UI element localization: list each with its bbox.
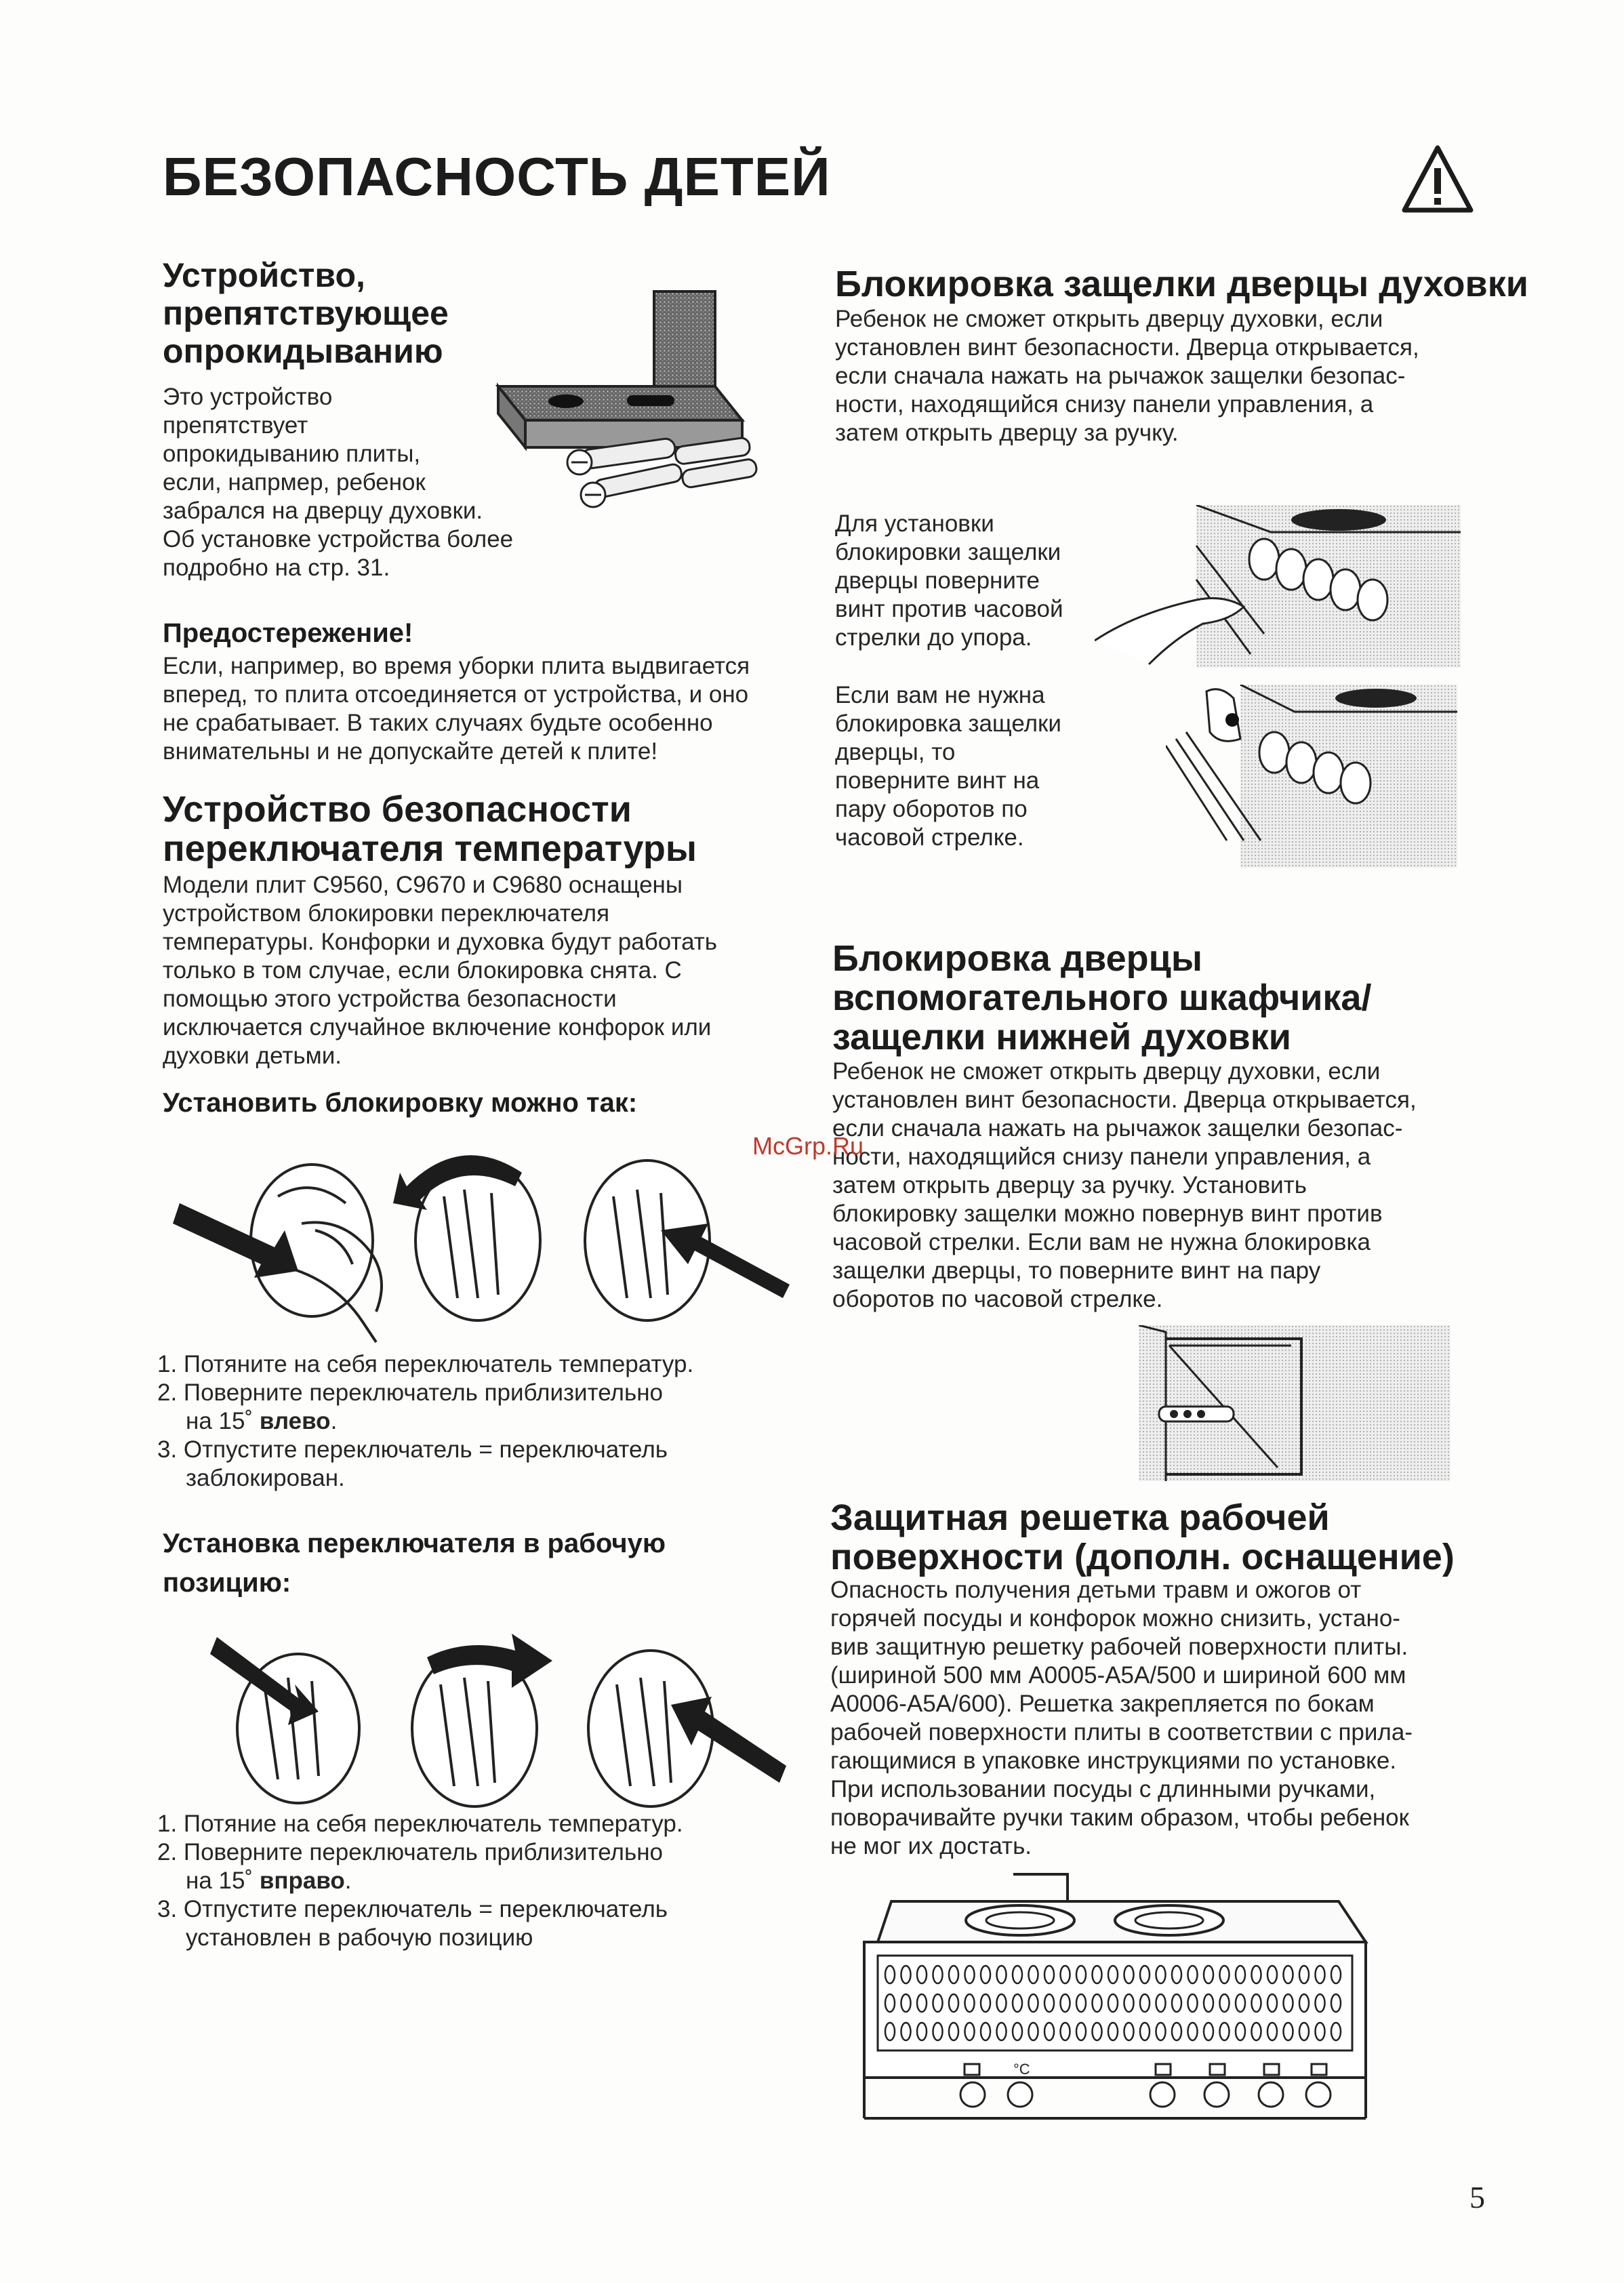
set-work-step-2: 2. Поверните переключатель приблизительно на 15˚ вправо.: [157, 1839, 663, 1894]
warning-body: Если, например, во время уборки плита выдвигается вперед, то плита отсоединяется от устройства, и оно не срабатывает. В таких случаях будьте особенно внимательны и не допускайте детей к плите!: [163, 653, 750, 765]
page-title: БЕЗОПАСНОСТЬ ДЕТЕЙ: [163, 146, 831, 207]
set-lock-knob-illustration: [173, 1129, 796, 1352]
temp-lock-body: Модели плит С9560, С9670 и С9680 оснащены устройством блокировки переключателя температуры. Конфорки и духовка будут работать только в том случае, если блокировка снята. С помощью этого устройства безопасности исключается случайное включение конфорок или духовки детьми.: [163, 872, 718, 1069]
cabinet-latch-illustration: [1139, 1325, 1450, 1481]
set-work-step-3: 3. Отпустите переключатель = переключатель установлен в рабочую позицию: [157, 1896, 668, 1951]
anti-tip-body: Это устройство препятствует опрокидыванию плиты, если, напрмер, ребенок забрался на дверцу духовки. Об установке устройства более подробно на стр. 31.: [163, 384, 514, 581]
set-lock-steps: [157, 1350, 808, 1493]
oven-latch-remove-illustration: [1166, 685, 1457, 868]
set-work-steps: [157, 1810, 808, 1952]
set-lock-heading: Установить блокировку можно так:: [163, 1088, 638, 1118]
guard-heading: Защитная решетка рабочей поверхности (дополн. оснащение): [830, 1497, 1455, 1577]
guard-body: Опасность получения детьми травм и ожогов от горячей посуды и конфорок можно снизить, устано- вив защитную решетку рабочей поверхности плиты. (шириной 500 мм А0005-А5А/500 и шириной 600 мм А0006-А5А/600). Решетка закрепляется по бокам рабочей поверхности плиты в соответствии с прила- гающимися в упаковке инструкциями по установке. При использовании посуды с длинными ручками, поворачивайте ручки таким образом, чтобы ребенок не мог их достать.: [830, 1577, 1413, 1859]
set-work-knob-illustration: [197, 1617, 793, 1820]
anti-tip-heading: Устройство, препятствующее опрокидыванию: [163, 256, 449, 370]
set-lock-step-3: 3. Отпустите переключатель = переключатель заблокирован.: [157, 1436, 668, 1491]
temp-lock-heading: Устройство безопасности переключателя температуры: [163, 789, 697, 869]
oven-latch-install-illustration: [1095, 505, 1461, 668]
warning-triangle-icon: [1400, 144, 1475, 214]
set-work-heading: Установка переключателя в рабочую позицию:: [163, 1529, 666, 1598]
oven-latch-body: Ребенок не сможет открыть дверцу духовки, если установлен винт безопасности. Дверца открывается, если сначала нажать на рычажок защелки безопас- ности, находящийся снизу панели управления, а затем открыть дверцу за ручку.: [835, 306, 1419, 446]
oven-latch-remove-text: Если вам не нужна блокировка защелки дверцы, то поверните винт на пару оборотов по часовой стрелке.: [835, 682, 1061, 851]
oven-latch-heading: Блокировка защелки дверцы духовки: [835, 264, 1528, 304]
set-work-step-1: 1. Потяние на себя переключатель температур.: [157, 1811, 683, 1837]
set-lock-step-2: 2. Поверните переключатель приблизительно на 15˚ влево.: [157, 1379, 663, 1434]
cabinet-latch-body: Ребенок не сможет открыть дверцу духовки, если установлен винт безопасности. Дверца открывается, если сначала нажать на рычажок защелки безопас- ности, находящийся снизу панели управления, а затем открыть дверцу за ручку. Установить блокировку защелки можно повернув винт против часовой стрелки. Если вам не нужна блокировка защелки дверцы, то поверните винт на пару оборотов по часовой стрелке.: [832, 1058, 1417, 1312]
page-number: 5: [1469, 2180, 1485, 2215]
oven-latch-install-text: Для установки блокировки защелки дверцы поверните винт против часовой стрелки до упора.: [835, 510, 1063, 651]
warning-heading: Предостережение!: [163, 618, 413, 648]
watermark: McGrp.Ru: [752, 1132, 864, 1160]
anti-tip-bracket-illustration: [485, 285, 790, 522]
cabinet-latch-heading: Блокировка дверцы вспомогательного шкафчика/ защелки нижней духовки: [832, 938, 1372, 1057]
guard-degree-label: °C: [1013, 2061, 1030, 2078]
set-lock-step-1: 1. Потяните на себя переключатель температур.: [157, 1351, 694, 1377]
guard-illustration: [851, 1867, 1379, 2132]
